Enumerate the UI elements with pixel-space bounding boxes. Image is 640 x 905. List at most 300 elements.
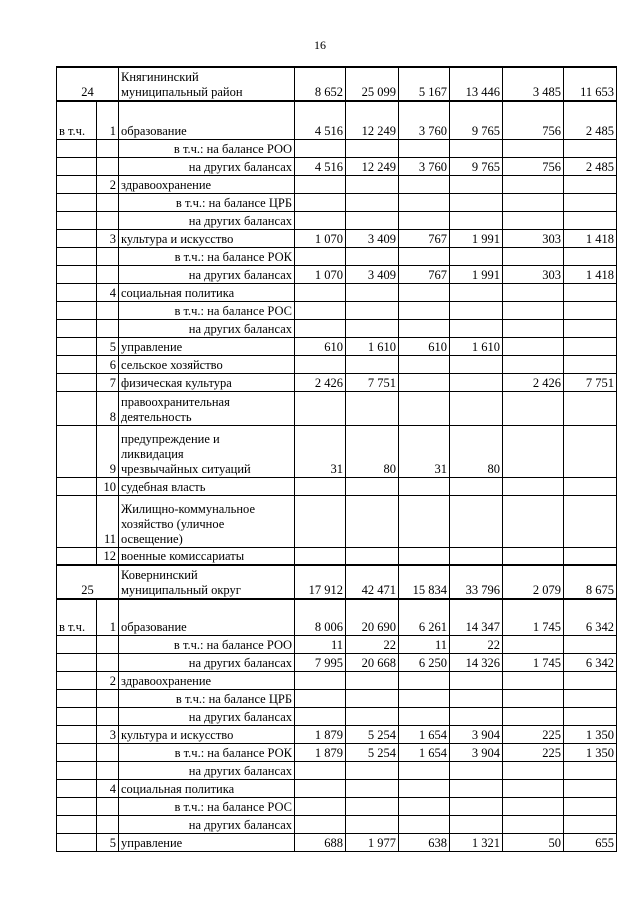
value-cell: 4 516 xyxy=(295,157,346,175)
empty-cell xyxy=(57,477,97,495)
value-cell: 6 342 xyxy=(564,599,617,635)
empty-cell xyxy=(57,265,97,283)
table-row xyxy=(57,477,617,495)
table-row xyxy=(57,229,617,247)
item-label: военные комиссариаты xyxy=(119,547,295,565)
item-label: судебная власть xyxy=(119,477,295,495)
cell-text-line: деятельность xyxy=(121,409,192,424)
table-row xyxy=(57,761,617,779)
value-cell xyxy=(450,301,503,319)
table-row xyxy=(57,425,617,477)
value-cell xyxy=(346,319,399,337)
value-cell xyxy=(564,761,617,779)
value-cell: 2 426 xyxy=(295,373,346,391)
value-cell xyxy=(346,301,399,319)
value-cell xyxy=(450,815,503,833)
value-cell xyxy=(399,373,450,391)
sub-item-label: в т.ч.: на балансе РОО xyxy=(119,139,295,157)
item-index: 11 xyxy=(97,495,119,547)
value-cell: 14 326 xyxy=(450,653,503,671)
empty-cell xyxy=(57,833,97,851)
value-cell: 1 350 xyxy=(564,725,617,743)
item-label: управление xyxy=(119,833,295,851)
empty-cell xyxy=(57,175,97,193)
item-index: 1 xyxy=(97,599,119,635)
value-cell xyxy=(399,175,450,193)
value-cell xyxy=(503,815,564,833)
value-cell xyxy=(503,779,564,797)
table-row xyxy=(57,495,617,547)
table-row xyxy=(57,599,617,635)
empty-cell xyxy=(57,815,97,833)
table-row xyxy=(57,301,617,319)
item-index: 4 xyxy=(97,779,119,797)
cell-text-line: муниципальный район xyxy=(121,85,243,99)
item-index: 6 xyxy=(97,355,119,373)
value-cell: 5 254 xyxy=(346,725,399,743)
value-cell xyxy=(450,193,503,211)
value-cell: 756 xyxy=(503,101,564,139)
empty-cell xyxy=(97,319,119,337)
value-cell: 3 760 xyxy=(399,101,450,139)
value-cell: 1 745 xyxy=(503,599,564,635)
value-cell: 1 991 xyxy=(450,229,503,247)
value-cell xyxy=(399,355,450,373)
value-cell xyxy=(503,175,564,193)
value-cell xyxy=(399,247,450,265)
value-cell: 688 xyxy=(295,833,346,851)
value-cell: 1 654 xyxy=(399,725,450,743)
cell-text-line: правоохранительная xyxy=(121,394,230,409)
sub-item-label: на других балансах xyxy=(119,157,295,175)
value-cell: 225 xyxy=(503,725,564,743)
value-cell xyxy=(564,547,617,565)
empty-cell xyxy=(57,689,97,707)
empty-cell xyxy=(57,653,97,671)
value-cell xyxy=(295,247,346,265)
value-cell xyxy=(503,139,564,157)
item-label xyxy=(119,425,295,477)
sub-item-label: на других балансах xyxy=(119,319,295,337)
sub-item-label: в т.ч.: на балансе РОС xyxy=(119,301,295,319)
value-cell xyxy=(295,139,346,157)
item-label: сельское хозяйство xyxy=(119,355,295,373)
value-cell xyxy=(564,337,617,355)
value-cell xyxy=(450,707,503,725)
table-row xyxy=(57,337,617,355)
section-name xyxy=(119,565,295,599)
table-row xyxy=(57,157,617,175)
value-cell: 1 879 xyxy=(295,725,346,743)
value-cell xyxy=(399,761,450,779)
value-cell xyxy=(564,495,617,547)
item-index: 2 xyxy=(97,175,119,193)
value-cell: 8 675 xyxy=(564,565,617,599)
value-cell xyxy=(295,355,346,373)
value-cell: 6 342 xyxy=(564,653,617,671)
value-cell: 6 250 xyxy=(399,653,450,671)
value-cell xyxy=(295,779,346,797)
table-row xyxy=(57,355,617,373)
empty-cell xyxy=(57,761,97,779)
item-index: 12 xyxy=(97,547,119,565)
value-cell xyxy=(346,211,399,229)
value-cell: 756 xyxy=(503,157,564,175)
value-cell xyxy=(346,779,399,797)
item-label xyxy=(119,495,295,547)
value-cell: 767 xyxy=(399,229,450,247)
value-cell xyxy=(295,495,346,547)
value-cell: 9 765 xyxy=(450,157,503,175)
empty-cell xyxy=(57,635,97,653)
value-cell: 2 079 xyxy=(503,565,564,599)
table-row xyxy=(57,265,617,283)
value-cell: 3 409 xyxy=(346,229,399,247)
value-cell xyxy=(503,193,564,211)
value-cell xyxy=(450,319,503,337)
empty-cell xyxy=(97,157,119,175)
value-cell xyxy=(450,671,503,689)
table-row xyxy=(57,671,617,689)
value-cell: 610 xyxy=(399,337,450,355)
value-cell: 1 977 xyxy=(346,833,399,851)
value-cell xyxy=(503,247,564,265)
value-cell: 5 167 xyxy=(399,67,450,101)
value-cell xyxy=(450,211,503,229)
value-cell xyxy=(346,355,399,373)
value-cell xyxy=(564,301,617,319)
empty-cell xyxy=(97,653,119,671)
incl-label: в т.ч. xyxy=(57,599,97,635)
sub-item-label: в т.ч.: на балансе РОК xyxy=(119,743,295,761)
value-cell xyxy=(295,547,346,565)
value-cell: 1 991 xyxy=(450,265,503,283)
table-row xyxy=(57,547,617,565)
section-number: 24 xyxy=(57,67,119,101)
value-cell xyxy=(399,477,450,495)
value-cell xyxy=(346,547,399,565)
value-cell xyxy=(346,283,399,301)
value-cell xyxy=(295,211,346,229)
value-cell: 8 006 xyxy=(295,599,346,635)
item-index: 7 xyxy=(97,373,119,391)
value-cell xyxy=(399,797,450,815)
value-cell: 3 904 xyxy=(450,725,503,743)
sub-item-label: в т.ч.: на балансе РОК xyxy=(119,247,295,265)
value-cell xyxy=(450,247,503,265)
value-cell xyxy=(450,779,503,797)
value-cell xyxy=(399,547,450,565)
empty-cell xyxy=(57,547,97,565)
value-cell xyxy=(346,477,399,495)
value-cell: 2 485 xyxy=(564,101,617,139)
table-row xyxy=(57,283,617,301)
cell-text-line: ликвидация xyxy=(121,446,184,461)
value-cell xyxy=(503,547,564,565)
item-index: 10 xyxy=(97,477,119,495)
empty-cell xyxy=(57,355,97,373)
value-cell xyxy=(346,139,399,157)
sub-item-label: в т.ч.: на балансе РОС xyxy=(119,797,295,815)
value-cell xyxy=(564,391,617,425)
value-cell xyxy=(399,283,450,301)
value-cell xyxy=(399,689,450,707)
value-cell: 17 912 xyxy=(295,565,346,599)
value-cell: 8 652 xyxy=(295,67,346,101)
value-cell: 303 xyxy=(503,265,564,283)
value-cell xyxy=(295,319,346,337)
value-cell: 11 xyxy=(399,635,450,653)
value-cell xyxy=(295,707,346,725)
table-row xyxy=(57,833,617,851)
value-cell: 3 485 xyxy=(503,67,564,101)
value-cell xyxy=(564,477,617,495)
item-index: 9 xyxy=(97,425,119,477)
page-number: 16 xyxy=(314,38,326,52)
item-index: 5 xyxy=(97,833,119,851)
value-cell: 31 xyxy=(399,425,450,477)
item-index: 2 xyxy=(97,671,119,689)
value-cell xyxy=(564,425,617,477)
table-row xyxy=(57,635,617,653)
value-cell: 655 xyxy=(564,833,617,851)
value-cell xyxy=(399,319,450,337)
value-cell xyxy=(564,797,617,815)
empty-cell xyxy=(57,301,97,319)
empty-cell xyxy=(97,707,119,725)
value-cell xyxy=(564,193,617,211)
value-cell xyxy=(295,761,346,779)
value-cell xyxy=(503,425,564,477)
value-cell xyxy=(346,495,399,547)
value-cell xyxy=(295,797,346,815)
value-cell xyxy=(503,707,564,725)
value-cell xyxy=(399,211,450,229)
sub-item-label: на других балансах xyxy=(119,653,295,671)
value-cell xyxy=(503,495,564,547)
table-row xyxy=(57,565,617,599)
item-label: образование xyxy=(119,599,295,635)
value-cell xyxy=(346,671,399,689)
value-cell xyxy=(503,319,564,337)
value-cell: 4 516 xyxy=(295,101,346,139)
value-cell xyxy=(503,211,564,229)
value-cell xyxy=(503,671,564,689)
table-row xyxy=(57,707,617,725)
empty-cell xyxy=(57,391,97,425)
value-cell: 225 xyxy=(503,743,564,761)
value-cell xyxy=(503,337,564,355)
empty-cell xyxy=(97,211,119,229)
value-cell xyxy=(450,391,503,425)
value-cell: 1 654 xyxy=(399,743,450,761)
value-cell: 33 796 xyxy=(450,565,503,599)
cell-text-line: предупреждение и xyxy=(121,431,220,446)
value-cell: 3 760 xyxy=(399,157,450,175)
value-cell xyxy=(295,391,346,425)
value-cell: 1 321 xyxy=(450,833,503,851)
value-cell: 14 347 xyxy=(450,599,503,635)
sub-item-label: на других балансах xyxy=(119,211,295,229)
table-row xyxy=(57,779,617,797)
value-cell: 9 765 xyxy=(450,101,503,139)
value-cell xyxy=(450,761,503,779)
empty-cell xyxy=(57,229,97,247)
value-cell xyxy=(503,355,564,373)
value-cell xyxy=(295,815,346,833)
value-cell xyxy=(399,301,450,319)
value-cell xyxy=(450,283,503,301)
value-cell xyxy=(346,707,399,725)
table-row xyxy=(57,373,617,391)
value-cell: 638 xyxy=(399,833,450,851)
value-cell xyxy=(564,247,617,265)
table-row xyxy=(57,815,617,833)
item-label xyxy=(119,391,295,425)
empty-cell xyxy=(57,725,97,743)
value-cell xyxy=(564,355,617,373)
empty-cell xyxy=(57,247,97,265)
value-cell: 1 070 xyxy=(295,265,346,283)
value-cell: 13 446 xyxy=(450,67,503,101)
value-cell xyxy=(399,779,450,797)
item-label: социальная политика xyxy=(119,283,295,301)
value-cell xyxy=(564,707,617,725)
value-cell: 80 xyxy=(450,425,503,477)
value-cell xyxy=(399,707,450,725)
value-cell: 15 834 xyxy=(399,565,450,599)
table-row xyxy=(57,193,617,211)
empty-cell xyxy=(57,211,97,229)
empty-cell xyxy=(97,761,119,779)
sub-item-label: на других балансах xyxy=(119,707,295,725)
value-cell: 50 xyxy=(503,833,564,851)
sub-item-label: на других балансах xyxy=(119,761,295,779)
table-row xyxy=(57,319,617,337)
value-cell xyxy=(503,635,564,653)
value-cell xyxy=(399,139,450,157)
empty-cell xyxy=(57,337,97,355)
value-cell xyxy=(564,175,617,193)
value-cell: 3 904 xyxy=(450,743,503,761)
empty-cell xyxy=(57,779,97,797)
sub-item-label: на других балансах xyxy=(119,265,295,283)
empty-cell xyxy=(57,671,97,689)
value-cell xyxy=(503,477,564,495)
value-cell xyxy=(295,689,346,707)
empty-cell xyxy=(97,743,119,761)
value-cell xyxy=(346,391,399,425)
value-cell xyxy=(399,495,450,547)
value-cell xyxy=(564,211,617,229)
value-cell xyxy=(564,139,617,157)
value-cell xyxy=(503,301,564,319)
table-row xyxy=(57,139,617,157)
item-index: 3 xyxy=(97,725,119,743)
table-row xyxy=(57,689,617,707)
value-cell: 1 745 xyxy=(503,653,564,671)
item-index: 3 xyxy=(97,229,119,247)
value-cell: 12 249 xyxy=(346,157,399,175)
empty-cell xyxy=(57,319,97,337)
value-cell: 11 653 xyxy=(564,67,617,101)
item-label: образование xyxy=(119,101,295,139)
value-cell: 1 610 xyxy=(346,337,399,355)
value-cell: 1 610 xyxy=(450,337,503,355)
value-cell: 7 751 xyxy=(346,373,399,391)
table-row xyxy=(57,175,617,193)
value-cell xyxy=(295,175,346,193)
empty-cell xyxy=(97,815,119,833)
value-cell: 11 xyxy=(295,635,346,653)
value-cell xyxy=(564,689,617,707)
item-label: управление xyxy=(119,337,295,355)
cell-text-line: чрезвычайных ситуаций xyxy=(121,461,251,476)
item-label: здравоохранение xyxy=(119,671,295,689)
budget-table xyxy=(56,66,617,852)
value-cell xyxy=(346,175,399,193)
value-cell xyxy=(503,689,564,707)
value-cell xyxy=(346,761,399,779)
incl-label: в т.ч. xyxy=(57,101,97,139)
item-index: 8 xyxy=(97,391,119,425)
value-cell xyxy=(399,671,450,689)
cell-text-line: муниципальный округ xyxy=(121,583,241,597)
value-cell xyxy=(450,477,503,495)
table-row xyxy=(57,743,617,761)
value-cell xyxy=(450,495,503,547)
value-cell: 7 995 xyxy=(295,653,346,671)
empty-cell xyxy=(97,139,119,157)
value-cell xyxy=(346,247,399,265)
value-cell: 1 070 xyxy=(295,229,346,247)
value-cell: 31 xyxy=(295,425,346,477)
empty-cell xyxy=(57,373,97,391)
value-cell xyxy=(503,761,564,779)
sub-item-label: в т.ч.: на балансе ЦРБ xyxy=(119,689,295,707)
cell-text-line: Ковернинский xyxy=(121,568,198,582)
empty-cell xyxy=(57,139,97,157)
value-cell: 80 xyxy=(346,425,399,477)
item-index: 5 xyxy=(97,337,119,355)
value-cell xyxy=(450,175,503,193)
item-label: социальная политика xyxy=(119,779,295,797)
value-cell: 1 418 xyxy=(564,265,617,283)
value-cell: 20 690 xyxy=(346,599,399,635)
value-cell xyxy=(450,139,503,157)
table-row xyxy=(57,247,617,265)
section-name xyxy=(119,67,295,101)
value-cell xyxy=(450,373,503,391)
value-cell: 22 xyxy=(346,635,399,653)
value-cell xyxy=(564,635,617,653)
empty-cell xyxy=(57,495,97,547)
empty-cell xyxy=(97,301,119,319)
value-cell xyxy=(346,815,399,833)
sub-item-label: на других балансах xyxy=(119,815,295,833)
table-row xyxy=(57,211,617,229)
empty-cell xyxy=(57,797,97,815)
cell-text-line: Княгининский xyxy=(121,70,199,84)
empty-cell xyxy=(57,743,97,761)
value-cell: 1 418 xyxy=(564,229,617,247)
empty-cell xyxy=(97,265,119,283)
empty-cell xyxy=(97,193,119,211)
value-cell: 20 668 xyxy=(346,653,399,671)
value-cell xyxy=(503,797,564,815)
value-cell xyxy=(295,283,346,301)
value-cell xyxy=(295,193,346,211)
